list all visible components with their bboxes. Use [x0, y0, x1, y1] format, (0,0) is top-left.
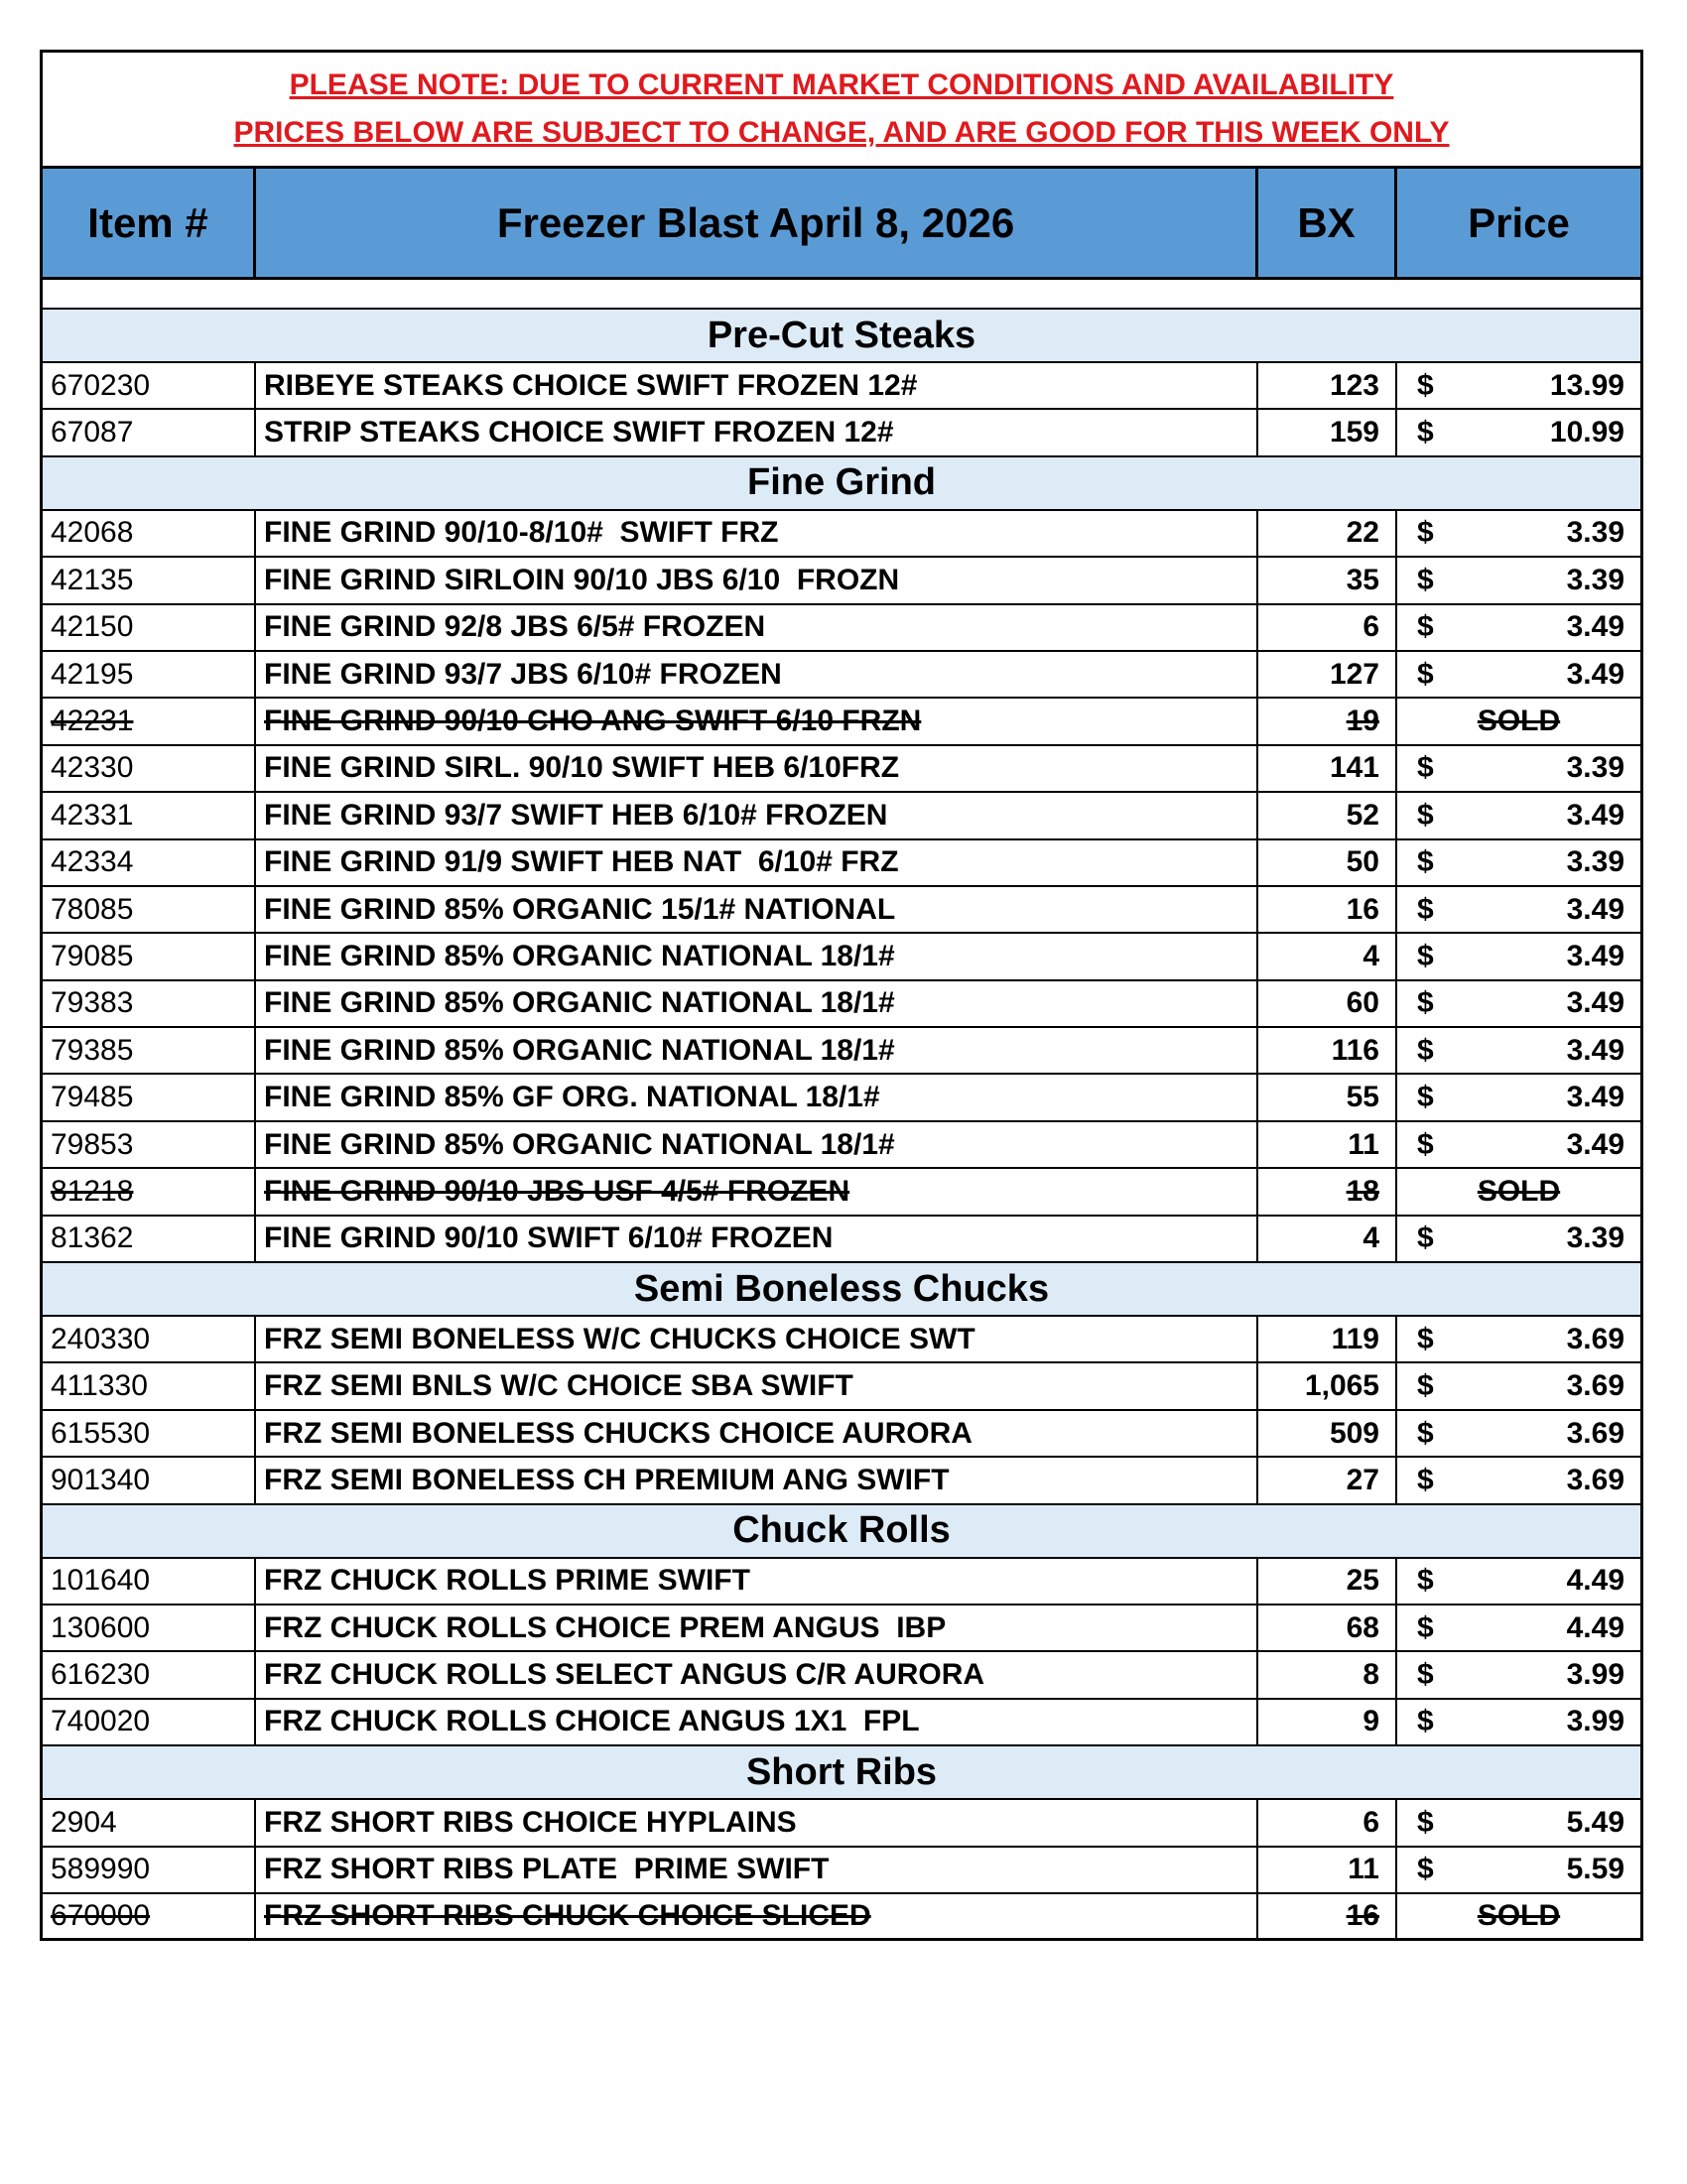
item-description: FINE GRIND 93/7 JBS 6/10# FROZEN — [256, 652, 1258, 697]
table-row — [43, 1317, 1640, 1363]
currency-symbol: $ — [1417, 1853, 1434, 1886]
item-description: FRZ CHUCK ROLLS SELECT ANGUS C/R AURORA — [256, 1652, 1258, 1697]
item-number: 79383 — [43, 981, 256, 1026]
box-count: 11 — [1348, 1853, 1379, 1886]
box-count-cell — [1258, 410, 1397, 454]
item-description: FINE GRIND SIRL. 90/10 SWIFT HEB 6/10FRZ — [256, 746, 1258, 791]
box-count: 27 — [1346, 1463, 1379, 1496]
notice-line-1: PLEASE NOTE: DUE TO CURRENT MARKET CONDITIONS AND AVAILABILITY — [289, 68, 1394, 101]
box-count: 68 — [1346, 1610, 1379, 1644]
item-number: 81362 — [43, 1217, 256, 1261]
currency-symbol: $ — [1417, 1705, 1434, 1738]
item-description: FINE GRIND 90/10 SWIFT 6/10# FROZEN — [256, 1217, 1258, 1261]
box-count-cell — [1258, 1411, 1397, 1456]
box-count: 123 — [1329, 368, 1379, 402]
price-cell — [1397, 1217, 1640, 1261]
item-number: 670230 — [43, 363, 256, 408]
item-number: 79085 — [43, 934, 256, 978]
price-value: 5.49 — [1566, 1805, 1624, 1839]
box-count: 22 — [1346, 516, 1379, 550]
box-count: 52 — [1346, 798, 1379, 832]
box-count-cell — [1258, 605, 1397, 650]
item-number: 670000 — [43, 1894, 256, 1938]
price-cell — [1397, 934, 1640, 978]
price-notice — [43, 50, 1640, 169]
table-row — [43, 1169, 1640, 1216]
item-description: FRZ SHORT RIBS PLATE PRIME SWIFT — [256, 1848, 1258, 1892]
item-description: FINE GRIND 92/8 JBS 6/5# FROZEN — [256, 605, 1258, 650]
item-number: 101640 — [43, 1559, 256, 1604]
box-count: 25 — [1346, 1564, 1379, 1598]
table-row — [43, 1411, 1640, 1458]
price-sheet — [40, 50, 1643, 1941]
box-count: 16 — [1346, 1899, 1379, 1933]
price-value: 3.49 — [1566, 939, 1624, 972]
currency-symbol: $ — [1417, 1369, 1434, 1403]
notice-line-2: PRICES BELOW ARE SUBJECT TO CHANGE, AND ARE GOOD FOR THIS WEEK ONLY — [233, 116, 1450, 149]
currency-symbol: $ — [1417, 1805, 1434, 1839]
box-count-cell — [1258, 887, 1397, 932]
item-description: FINE GRIND 93/7 SWIFT HEB 6/10# FROZEN — [256, 793, 1258, 837]
currency-symbol: $ — [1417, 1322, 1434, 1355]
table-row — [43, 605, 1640, 652]
currency-symbol: $ — [1417, 516, 1434, 550]
box-count-cell — [1258, 652, 1397, 697]
table-row — [43, 1122, 1640, 1169]
currency-symbol: $ — [1417, 939, 1434, 972]
header-spacer — [43, 280, 1640, 310]
price-value: 5.59 — [1566, 1853, 1624, 1886]
currency-symbol: $ — [1417, 416, 1434, 450]
table-row — [43, 363, 1640, 410]
item-description: RIBEYE STEAKS CHOICE SWIFT FROZEN 12# — [256, 363, 1258, 408]
table-row — [43, 1606, 1640, 1652]
price-value: 3.49 — [1566, 1081, 1624, 1114]
item-number: 740020 — [43, 1700, 256, 1744]
item-number: 79853 — [43, 1122, 256, 1167]
price-cell — [1397, 1606, 1640, 1650]
price-cell — [1397, 1122, 1640, 1167]
price-value: 3.39 — [1566, 563, 1624, 596]
box-count-cell — [1258, 1559, 1397, 1604]
section-title: Chuck Rolls — [43, 1505, 1640, 1559]
box-count: 55 — [1346, 1081, 1379, 1114]
box-count: 19 — [1346, 705, 1379, 738]
item-description: FRZ SEMI BONELESS CHUCKS CHOICE AURORA — [256, 1411, 1258, 1456]
box-count: 4 — [1363, 939, 1379, 972]
price-cell — [1397, 1700, 1640, 1744]
sold-label: SOLD — [1477, 705, 1561, 738]
item-number: 81218 — [43, 1169, 256, 1214]
item-number: 42334 — [43, 840, 256, 885]
box-count-cell — [1258, 1800, 1397, 1845]
price-cell — [1397, 652, 1640, 697]
price-cell — [1397, 363, 1640, 408]
price-cell — [1397, 605, 1640, 650]
currency-symbol: $ — [1417, 1463, 1434, 1496]
currency-symbol: $ — [1417, 751, 1434, 785]
currency-symbol: $ — [1417, 1033, 1434, 1067]
item-number: 42330 — [43, 746, 256, 791]
table-row — [43, 1028, 1640, 1075]
table-row — [43, 1800, 1640, 1847]
sold-label: SOLD — [1477, 1899, 1561, 1933]
price-value: 3.69 — [1566, 1322, 1624, 1355]
box-count-cell — [1258, 793, 1397, 837]
item-description: FINE GRIND 85% GF ORG. NATIONAL 18/1# — [256, 1075, 1258, 1119]
price-cell — [1397, 746, 1640, 791]
item-description: FINE GRIND 85% ORGANIC NATIONAL 18/1# — [256, 1028, 1258, 1073]
price-value: 10.99 — [1549, 416, 1624, 450]
currency-symbol: $ — [1417, 1610, 1434, 1644]
price-cell — [1397, 840, 1640, 885]
box-count-cell — [1258, 1363, 1397, 1408]
price-cell — [1397, 410, 1640, 454]
price-value: 3.39 — [1566, 845, 1624, 879]
table-row — [43, 1559, 1640, 1606]
table-row — [43, 1652, 1640, 1699]
item-number: 79385 — [43, 1028, 256, 1073]
item-description: STRIP STEAKS CHOICE SWIFT FROZEN 12# — [256, 410, 1258, 454]
price-value: 4.49 — [1566, 1610, 1624, 1644]
currency-symbol: $ — [1417, 368, 1434, 402]
table-row — [43, 1458, 1640, 1504]
item-description: FRZ CHUCK ROLLS CHOICE ANGUS 1X1 FPL — [256, 1700, 1258, 1744]
price-cell — [1397, 1317, 1640, 1361]
box-count: 159 — [1329, 416, 1379, 450]
price-cell — [1397, 793, 1640, 837]
box-count-cell — [1258, 840, 1397, 885]
currency-symbol: $ — [1417, 845, 1434, 879]
currency-symbol: $ — [1417, 1127, 1434, 1161]
table-row — [43, 1217, 1640, 1263]
box-count-cell — [1258, 1894, 1397, 1938]
box-count: 119 — [1331, 1322, 1379, 1355]
item-number: 42231 — [43, 699, 256, 743]
box-count: 16 — [1346, 892, 1379, 926]
box-count-cell — [1258, 1028, 1397, 1073]
header-price: Price — [1468, 198, 1570, 246]
box-count: 50 — [1346, 845, 1379, 879]
table-row — [43, 1075, 1640, 1121]
price-value: 3.69 — [1566, 1416, 1624, 1450]
item-number: 411330 — [43, 1363, 256, 1408]
item-number: 42135 — [43, 558, 256, 602]
table-row — [43, 934, 1640, 980]
price-value: 3.99 — [1566, 1658, 1624, 1692]
price-value: 4.49 — [1566, 1564, 1624, 1598]
price-value: 3.39 — [1566, 751, 1624, 785]
section-title: Semi Boneless Chucks — [43, 1263, 1640, 1317]
price-value: 13.99 — [1549, 368, 1624, 402]
price-cell — [1397, 1411, 1640, 1456]
currency-symbol: $ — [1417, 798, 1434, 832]
box-count: 18 — [1346, 1174, 1379, 1208]
box-count: 509 — [1329, 1416, 1379, 1450]
item-description: FRZ SHORT RIBS CHUCK CHOICE SLICED — [256, 1894, 1258, 1938]
currency-symbol: $ — [1417, 1081, 1434, 1114]
box-count-cell — [1258, 1606, 1397, 1650]
item-description: FINE GRIND 85% ORGANIC 15/1# NATIONAL — [256, 887, 1258, 932]
price-cell — [1397, 1559, 1640, 1604]
price-value: 3.49 — [1566, 798, 1624, 832]
table-row — [43, 652, 1640, 699]
header-item: Item # — [43, 169, 256, 277]
item-description: FRZ CHUCK ROLLS CHOICE PREM ANGUS IBP — [256, 1606, 1258, 1650]
table-row — [43, 746, 1640, 793]
table-row — [43, 1894, 1640, 1941]
price-value: 3.69 — [1566, 1369, 1624, 1403]
price-value: 3.39 — [1566, 516, 1624, 550]
item-description: FINE GRIND 85% ORGANIC NATIONAL 18/1# — [256, 981, 1258, 1026]
table-row — [43, 699, 1640, 745]
price-value: 3.49 — [1566, 1127, 1624, 1161]
item-description: FRZ SEMI BNLS W/C CHOICE SBA SWIFT — [256, 1363, 1258, 1408]
header-bx: BX — [1258, 169, 1397, 277]
currency-symbol: $ — [1417, 1221, 1434, 1255]
box-count-cell — [1258, 511, 1397, 556]
box-count-cell — [1258, 746, 1397, 791]
price-cell — [1397, 1075, 1640, 1119]
box-count-cell — [1258, 1169, 1397, 1214]
item-description: FRZ SEMI BONELESS CH PREMIUM ANG SWIFT — [256, 1458, 1258, 1502]
price-value: 3.49 — [1566, 610, 1624, 644]
box-count-cell — [1258, 1652, 1397, 1697]
item-number: 130600 — [43, 1606, 256, 1650]
item-description: FRZ SEMI BONELESS W/C CHUCKS CHOICE SWT — [256, 1317, 1258, 1361]
price-cell — [1397, 1652, 1640, 1697]
box-count: 116 — [1331, 1033, 1379, 1067]
sold-label: SOLD — [1477, 1174, 1561, 1208]
box-count-cell — [1258, 1317, 1397, 1361]
price-cell — [1397, 511, 1640, 556]
item-number: 615530 — [43, 1411, 256, 1456]
item-number: 589990 — [43, 1848, 256, 1892]
table-row — [43, 1363, 1640, 1410]
item-number: 42150 — [43, 605, 256, 650]
box-count: 4 — [1363, 1221, 1379, 1255]
item-number: 78085 — [43, 887, 256, 932]
box-count-cell — [1258, 1075, 1397, 1119]
item-description: FINE GRIND 90/10 JBS USF 4/5# FROZEN — [256, 1169, 1258, 1214]
item-description: FINE GRIND 85% ORGANIC NATIONAL 18/1# — [256, 934, 1258, 978]
currency-symbol: $ — [1417, 1658, 1434, 1692]
item-description: FINE GRIND 90/10-8/10# SWIFT FRZ — [256, 511, 1258, 556]
box-count: 9 — [1363, 1705, 1379, 1738]
price-cell — [1397, 1028, 1640, 1073]
price-value: 3.49 — [1566, 892, 1624, 926]
currency-symbol: $ — [1417, 610, 1434, 644]
item-description: FINE GRIND SIRLOIN 90/10 JBS 6/10 FROZN — [256, 558, 1258, 602]
table-body — [43, 310, 1640, 1941]
box-count-cell — [1258, 1458, 1397, 1502]
table-row — [43, 410, 1640, 456]
box-count-cell — [1258, 934, 1397, 978]
currency-symbol: $ — [1417, 563, 1434, 596]
price-value: 3.49 — [1566, 1033, 1624, 1067]
box-count-cell — [1258, 1848, 1397, 1892]
table-row — [43, 558, 1640, 604]
price-value: 3.69 — [1566, 1463, 1624, 1496]
box-count-cell — [1258, 1122, 1397, 1167]
item-number: 42331 — [43, 793, 256, 837]
item-description: FINE GRIND 85% ORGANIC NATIONAL 18/1# — [256, 1122, 1258, 1167]
section-title: Short Ribs — [43, 1746, 1640, 1800]
box-count: 1,065 — [1304, 1369, 1379, 1403]
item-number: 67087 — [43, 410, 256, 454]
currency-symbol: $ — [1417, 657, 1434, 691]
table-header — [43, 169, 1640, 280]
item-number: 901340 — [43, 1458, 256, 1502]
item-description: FRZ SHORT RIBS CHOICE HYPLAINS — [256, 1800, 1258, 1845]
table-row — [43, 887, 1640, 934]
box-count: 35 — [1346, 563, 1379, 596]
box-count-cell — [1258, 1217, 1397, 1261]
item-description: FRZ CHUCK ROLLS PRIME SWIFT — [256, 1559, 1258, 1604]
price-cell — [1397, 1800, 1640, 1845]
item-description: FINE GRIND 91/9 SWIFT HEB NAT 6/10# FRZ — [256, 840, 1258, 885]
item-number: 2904 — [43, 1800, 256, 1845]
section-title: Fine Grind — [43, 457, 1640, 511]
box-count-cell — [1258, 981, 1397, 1026]
currency-symbol: $ — [1417, 1564, 1434, 1598]
box-count-cell — [1258, 699, 1397, 743]
price-cell — [1397, 1458, 1640, 1502]
box-count: 6 — [1363, 1805, 1379, 1839]
item-number: 42068 — [43, 511, 256, 556]
table-row — [43, 511, 1640, 558]
table-row — [43, 1848, 1640, 1894]
table-row — [43, 840, 1640, 887]
price-cell — [1397, 981, 1640, 1026]
currency-symbol: $ — [1417, 986, 1434, 1020]
box-count: 11 — [1348, 1127, 1379, 1161]
box-count: 60 — [1346, 986, 1379, 1020]
box-count: 8 — [1363, 1658, 1379, 1692]
price-value: 3.39 — [1566, 1221, 1624, 1255]
box-count: 6 — [1363, 610, 1379, 644]
box-count-cell — [1258, 363, 1397, 408]
price-cell — [1397, 1363, 1640, 1408]
price-value: 3.49 — [1566, 986, 1624, 1020]
price-value: 3.99 — [1566, 1705, 1624, 1738]
price-cell — [1397, 1848, 1640, 1892]
table-row — [43, 1700, 1640, 1746]
currency-symbol: $ — [1417, 892, 1434, 926]
box-count: 141 — [1329, 751, 1379, 785]
table-row — [43, 793, 1640, 839]
table-row — [43, 981, 1640, 1028]
price-cell — [1397, 558, 1640, 602]
item-number: 240330 — [43, 1317, 256, 1361]
header-title: Freezer Blast April 8, 2026 — [256, 169, 1258, 277]
section-title: Pre-Cut Steaks — [43, 310, 1640, 363]
price-cell — [1397, 887, 1640, 932]
item-number: 42195 — [43, 652, 256, 697]
box-count: 127 — [1329, 657, 1379, 691]
box-count-cell — [1258, 1700, 1397, 1744]
currency-symbol: $ — [1417, 1416, 1434, 1450]
item-number: 616230 — [43, 1652, 256, 1697]
price-value: 3.49 — [1566, 657, 1624, 691]
item-description: FINE GRIND 90/10 CHO ANG SWIFT 6/10 FRZN — [256, 699, 1258, 743]
item-number: 79485 — [43, 1075, 256, 1119]
box-count-cell — [1258, 558, 1397, 602]
